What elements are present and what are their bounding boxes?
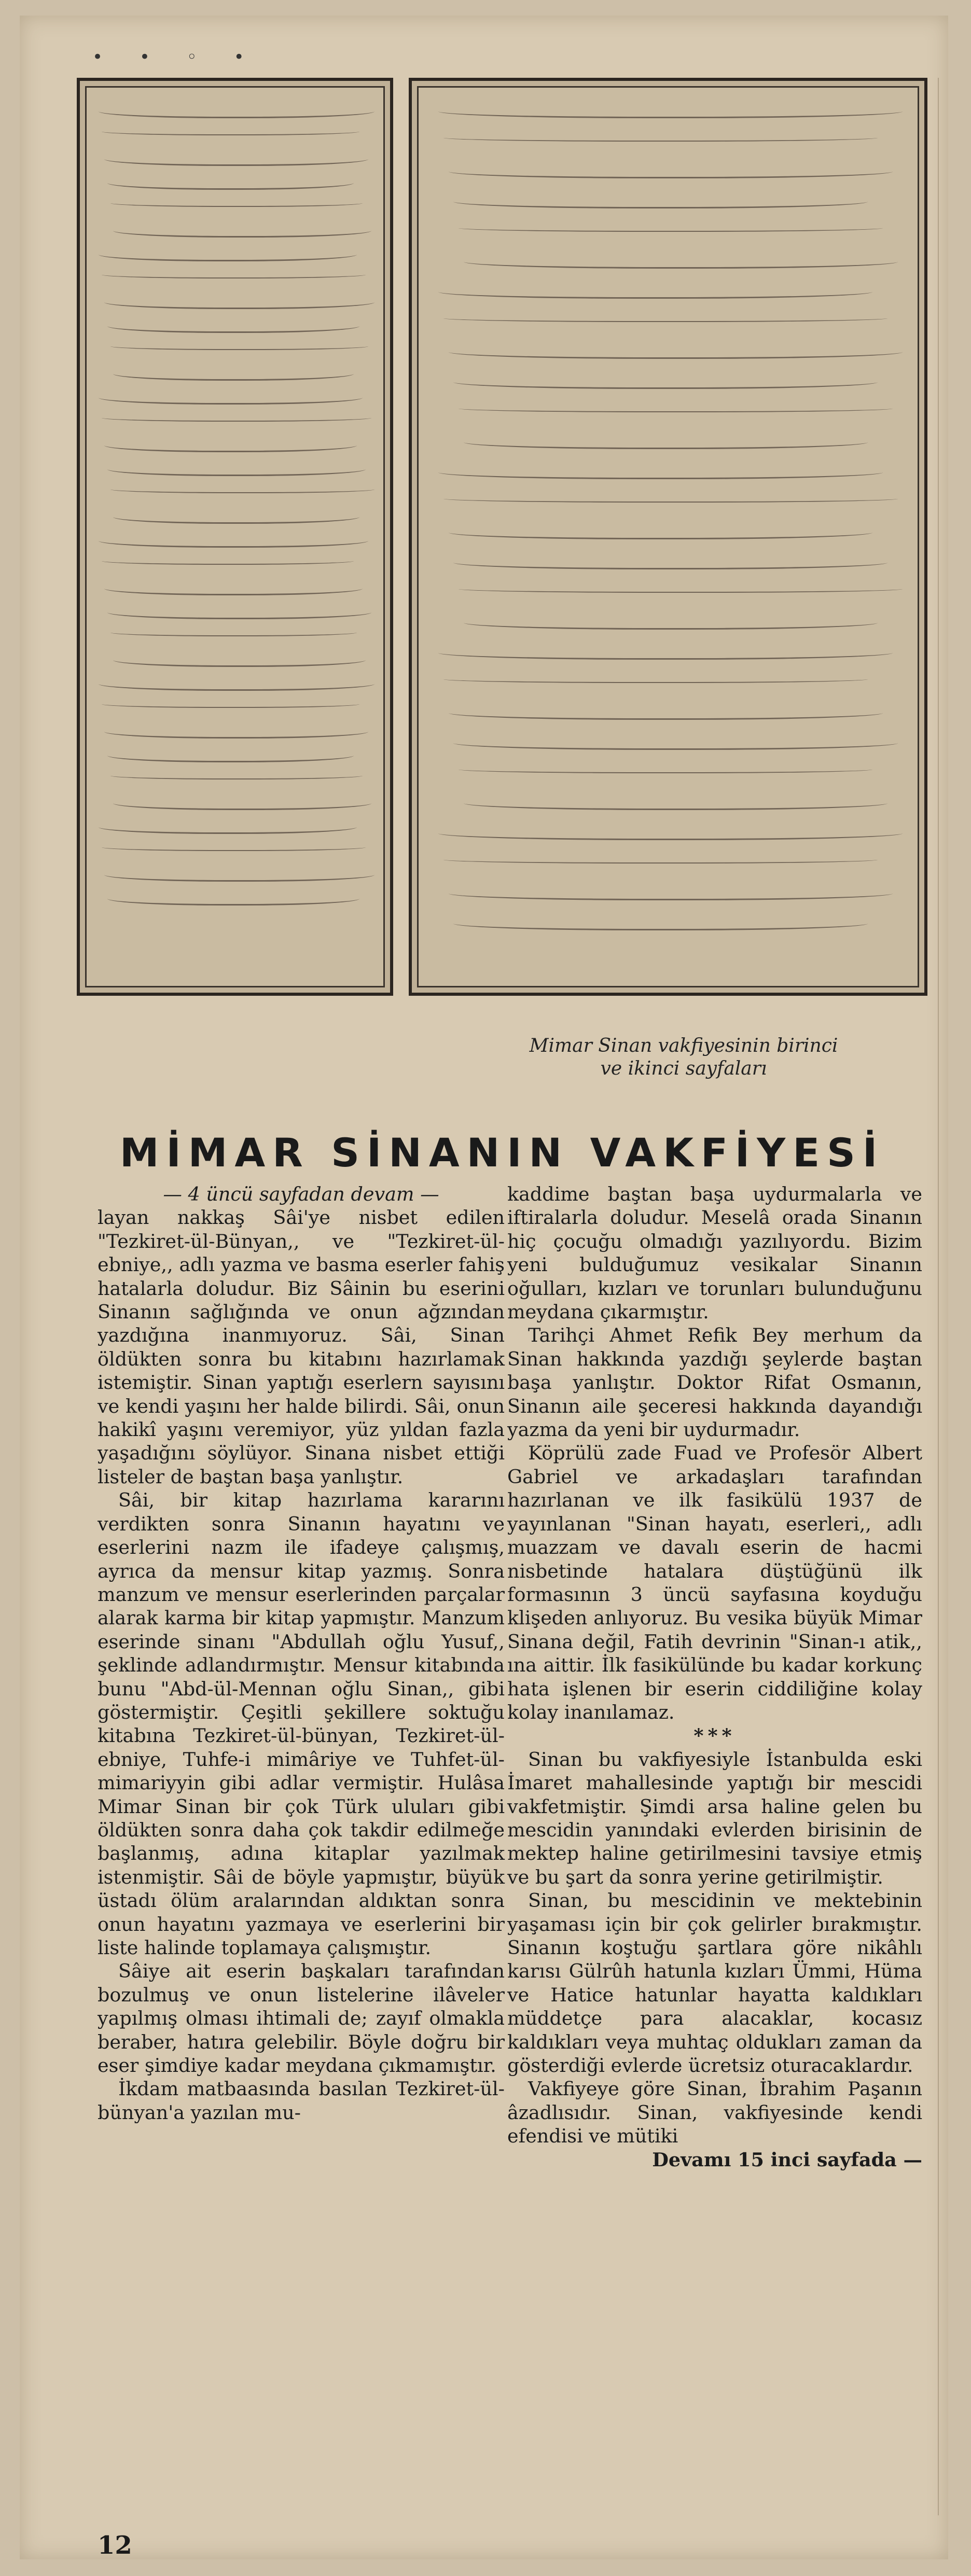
continued-from-note: — 4 üncü sayfadan devam — bbox=[163, 1183, 439, 1205]
handwritten-script-line bbox=[102, 700, 360, 708]
handwritten-script-line bbox=[453, 735, 897, 750]
handwritten-script-line bbox=[459, 224, 883, 232]
handwritten-script-line bbox=[99, 819, 357, 834]
handwritten-script-line bbox=[449, 344, 903, 359]
handwritten-script-line bbox=[104, 867, 374, 882]
handwritten-script-line bbox=[104, 580, 363, 595]
section-separator: *** bbox=[693, 1724, 736, 1747]
handwritten-script-line bbox=[459, 584, 903, 593]
vakfiye-second-page-photo bbox=[409, 78, 927, 996]
paragraph: Sinan bu vakfiyesiyle İstanbulda eski İmaret mahallesinde yaptığı bir mescidi vakfetmiştir. Şimdi arsa haline gelen bu mescidin yanındaki evlerden birisinin de mektep haline getirilmesini tavsiye etmiş ve bu şart da sonra yerine getirilmiştir. bbox=[507, 1748, 922, 1888]
handwritten-script-line bbox=[438, 645, 892, 660]
manuscript-page bbox=[417, 86, 919, 987]
manuscript-page bbox=[85, 86, 385, 987]
handwritten-script-line bbox=[102, 127, 360, 135]
caption-line-1: Mimar Sinan vakfiyesinin birinci bbox=[529, 1035, 838, 1056]
handwritten-script-line bbox=[104, 151, 368, 166]
handwritten-script-line bbox=[464, 615, 878, 630]
handwritten-script-line bbox=[113, 652, 365, 667]
handwritten-script-line bbox=[113, 795, 371, 810]
handwritten-script-line bbox=[464, 795, 888, 810]
handwritten-script-line bbox=[449, 885, 893, 900]
handwritten-script-line bbox=[113, 509, 359, 524]
handwritten-script-line bbox=[104, 437, 356, 452]
handwritten-script-line bbox=[102, 270, 366, 279]
paragraph: layan nakkaş Sâi'ye nisbet edilen "Tezkiret-ül-Bünyan,, ve "Tezkiret-ül-ebniye,, adlı yazma ve basma eserler fahiş hatalarla doludur. Biz Sâinin bu eserini Sinanın sağlığında ve onun ağzından yazdığına inanmıyoruz. Sâi, Sinan öldükten sonra bu kitabını hazırlamak istemiştir. Sinan yaptığı eserlern sayısını ve kendi yaşını her halde bilirdi. Sâi, onun hakikî yaşını veremiyor, yüz yıldan fazla yaşadığını söylüyor. Sinana nisbet ettiği listeler de baştan başa yanlıştır. bbox=[98, 1206, 505, 1488]
handwritten-script-line bbox=[110, 485, 374, 493]
paper-edge-line bbox=[938, 78, 939, 2515]
handwritten-script-line bbox=[107, 318, 359, 333]
left-column bbox=[98, 1182, 505, 2124]
handwritten-script-line bbox=[107, 604, 371, 619]
handwritten-script-line bbox=[453, 554, 887, 569]
handwritten-script-line bbox=[449, 163, 893, 178]
handwritten-script-line bbox=[110, 771, 363, 779]
handwritten-script-line bbox=[110, 342, 369, 350]
handwritten-script-line bbox=[104, 723, 368, 739]
handwritten-script-line bbox=[99, 103, 374, 118]
article-headline: MİMAR SİNANIN VAKFİYESİ bbox=[119, 1130, 885, 1176]
handwritten-script-line bbox=[459, 765, 872, 773]
paragraph: Sâi, bir kitap hazırlama kararını verdikten sonra Sinanın hayatını ve eserlerini nazm ile ifadeye çalışmış, ayrıca da mensur kitap yazmış. Sonra manzum ve mensur eserlerinden parçalar alarak karma bir kitap yapmıştır. Manzum eserinde sinanı "Abdullah oğlu Yusuf,, şeklinde adlandırmıştır. Mensur kitabında bunu "Abd-ül-Mennan oğlu Sinan,, gibi göstermiştir. Çeşitli şekillere soktuğu kitabına Tezkiret-ül-bünyan, Tezkiret-ül-ebniye, Tuhfe-i mimâriye ve Tuhfet-ül-mimariyyin gibi adlar vermiştir. Hulâsa Mimar Sinan bir çok Türk uluları gibi öldükten sonra daha çok takdir edilmeğe başlanmış, adına kitaplar yazılmak istenmiştir. Sâi de böyle yapmıştır, büyük üstadı ölüm aralarından aldıktan sonra onun hayatını yazmaya ve eserlerini bir liste halinde toplamaya çalışmıştır. bbox=[98, 1489, 505, 1959]
handwritten-script-line bbox=[438, 103, 903, 118]
handwritten-script-line bbox=[107, 175, 354, 190]
paragraph: Köprülü zade Fuad ve Profesör Albert Gabriel ve arkadaşları tarafından hazırlanan ve ilk fasikülü 1937 de yayınlanan "Sinan hayatı, eserleri,, adlı muazzam ve davalı eserin de hacmi nisbetinde hatalara düştüğünü ilk formasının 3 üncü sayfasına koyduğu klişeden anlıyoruz. Bu vesika büyük Mimar Sinana değil, Fatih devrinin "Sinan-ı atik,, ına aittir. İlk fasikülünde bu kadar korkunç hata işlenen bir eserin ciddiliğine kolay kolay inanılamaz. bbox=[507, 1442, 922, 1723]
handwritten-script-line bbox=[443, 133, 878, 142]
handwritten-script-line bbox=[104, 294, 374, 309]
handwritten-script-line bbox=[438, 825, 903, 840]
photo-caption bbox=[424, 1035, 943, 1080]
handwritten-script-line bbox=[443, 314, 887, 322]
handwritten-script-line bbox=[107, 890, 359, 906]
handwritten-script-line bbox=[443, 675, 868, 683]
handwritten-script-line bbox=[453, 193, 867, 208]
handwritten-script-line bbox=[99, 676, 374, 691]
handwritten-script-line bbox=[464, 434, 868, 449]
paragraph: kaddime baştan başa uydurmalarla ve iftiralarla doludur. Meselâ orada Sinanın hiç çocuğu olmadığı yazılıyordu. Bizim yeni bulduğumuz vesikalar Sinanın oğulları, kızları ve torunları bulunduğunu meydana çıkarmıştır. bbox=[507, 1183, 922, 1324]
handwritten-script-line bbox=[102, 843, 366, 851]
handwritten-script-line bbox=[438, 464, 882, 479]
handwritten-script-line bbox=[107, 461, 366, 476]
paragraph: Vakfiyeye göre Sinan, İbrahim Paşanın âzadlısıdır. Sinan, vakfiyesinde kendi efendisi ve mütiki bbox=[507, 2078, 922, 2148]
handwritten-script-line bbox=[99, 533, 369, 548]
handwritten-script-line bbox=[110, 199, 363, 207]
handwritten-script-line bbox=[113, 366, 353, 381]
page-number: 12 bbox=[98, 2531, 132, 2560]
handwritten-script-line bbox=[443, 855, 878, 864]
caption-line-2: ve ikinci sayfaları bbox=[600, 1058, 767, 1079]
handwritten-script-line bbox=[99, 389, 363, 405]
paragraph: Sinan, bu mescidinin ve mektebinin yaşaması için bir çok gelirler bırakmıştır. Sinanın koştuğu şartlara göre nikâhlı karısı Gülrûh hatunla kızları Ümmi, Hüma ve Hatice hatunlar hayatta kaldıkları müddetçe para alacaklar, kocasız kaldıkları veya muhtaç oldukları zaman da gösterdiği evlerde ücretsiz oturacaklardır. bbox=[507, 1889, 922, 2077]
paragraph: Sâiye ait eserin başkaları tarafından bozulmuş ve onun listelerine ilâveler yapılmış olması ihtimali de; zayıf olmakla beraber, hatıra gelebilir. Böyle doğru bir eser şimdiye kadar meydana çıkmamıştır. bbox=[98, 1960, 505, 2077]
handwritten-script-line bbox=[107, 747, 354, 762]
handwritten-script-line bbox=[459, 404, 893, 412]
handwritten-script-line bbox=[99, 246, 357, 261]
paragraph: Tarihçi Ahmet Refik Bey merhum da Sinan hakkında yazdığı şeylerde baştan başa yanlıştır. Doktor Rifat Osmanın, Sinanın aile şeceresi hakkında dayandığı yazma da yeni bir uydurmadır. bbox=[507, 1324, 922, 1441]
print-specks: • • ◦ • bbox=[92, 47, 260, 67]
handwritten-script-line bbox=[453, 915, 867, 930]
paragraph: İkdam matbaasında basılan Tezkiret-ül-bünyan'a yazılan mu- bbox=[98, 2078, 505, 2124]
continued-on-note: Devamı 15 inci sayfada — bbox=[652, 2148, 922, 2171]
right-column bbox=[507, 1182, 922, 2171]
handwritten-script-line bbox=[464, 254, 898, 269]
handwritten-script-line bbox=[449, 705, 883, 720]
handwritten-script-line bbox=[453, 374, 878, 389]
handwritten-script-line bbox=[102, 556, 354, 565]
handwritten-script-line bbox=[449, 524, 873, 539]
handwritten-script-line bbox=[443, 494, 897, 503]
handwritten-script-line bbox=[110, 628, 357, 636]
handwritten-script-line bbox=[113, 222, 371, 238]
newspaper-page bbox=[20, 16, 948, 2559]
vakfiye-first-page-photo bbox=[77, 78, 393, 996]
handwritten-script-line bbox=[438, 284, 872, 299]
handwritten-script-line bbox=[102, 413, 372, 422]
